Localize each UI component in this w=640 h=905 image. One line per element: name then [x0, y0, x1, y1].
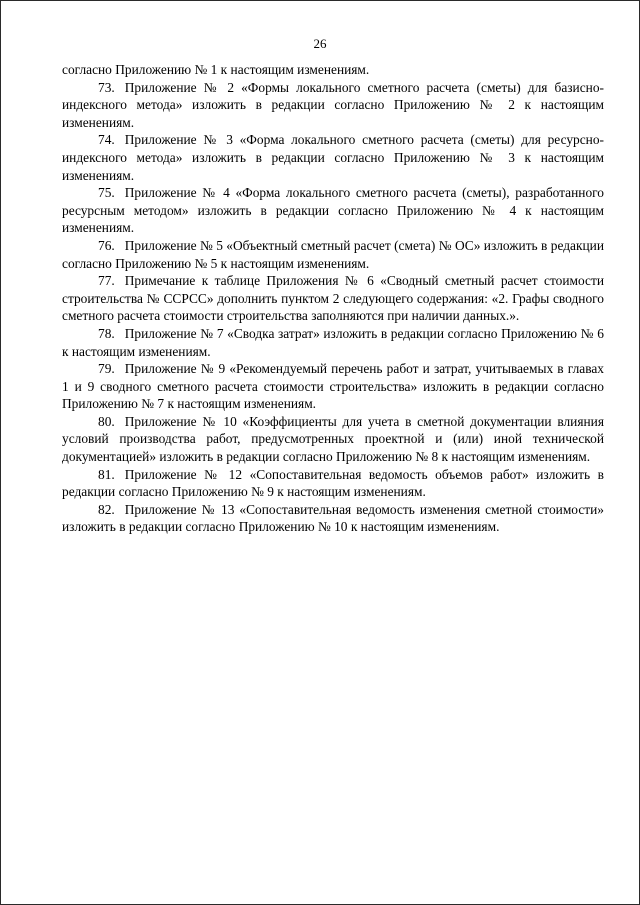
- paragraph-number: 76.: [98, 237, 115, 253]
- paragraph-80: [62, 413, 604, 466]
- paragraph-number: 80.: [98, 413, 115, 429]
- paragraph-text: Приложение № 3 «Форма локального сметного расчета (сметы) для ресурсно-индексного метода» изложить в редакции согласно Приложению № 3 к настоящим изменениям.: [62, 132, 604, 183]
- paragraph-82: [62, 501, 604, 536]
- paragraph-text: Приложение № 9 «Рекомендуемый перечень работ и затрат, учитываемых в главах 1 и 9 сводного сметного расчета стоимости строительства» изложить в редакции согласно Приложению № 7 к настоящим изменениям.: [62, 361, 604, 412]
- paragraph-number: 81.: [98, 466, 115, 482]
- paragraph-number: 78.: [98, 325, 115, 341]
- document-body: [62, 61, 604, 536]
- page-number: 26: [313, 36, 327, 51]
- paragraph-text: Приложение № 10 «Коэффициенты для учета в сметной документации влияния условий производства работ, предусмотренных проектной и (или) иной технической документацией» изложить в редакции согласно Приложению № 8 к настоящим изменениям.: [62, 413, 604, 465]
- paragraph-continuation: [62, 61, 604, 79]
- paragraph-81: [62, 466, 604, 501]
- paragraph-number: 82.: [98, 501, 115, 517]
- paragraph-number: 79.: [98, 361, 115, 377]
- paragraph-76: [62, 237, 604, 272]
- paragraph-75: [62, 184, 604, 237]
- paragraph-text: Приложение № 12 «Сопоставительная ведомость объемов работ» изложить в редакции согласно Приложению № 9 к настоящим изменениям.: [62, 466, 604, 500]
- paragraph-number: 77.: [98, 273, 115, 289]
- paragraph-73: [62, 79, 604, 132]
- paragraph-78: [62, 325, 604, 360]
- paragraph-text: Приложение № 4 «Форма локального сметного расчета (сметы), разработанного ресурсным методом» изложить в редакции согласно Приложению № 4 к настоящим изменениям.: [62, 185, 604, 236]
- paragraph-79: [62, 360, 604, 413]
- paragraph-text: Приложение № 7 «Сводка затрат» изложить в редакции согласно Приложению № 6 к настоящим изменениям.: [62, 325, 604, 359]
- paragraph-text: Приложение № 5 «Объектный сметный расчет (смета) № ОС» изложить в редакции согласно Приложению № 5 к настоящим изменениям.: [62, 237, 604, 271]
- paragraph-number: 73.: [98, 79, 115, 95]
- paragraph-number: 74.: [98, 132, 115, 148]
- paragraph-text: Приложение № 13 «Сопоставительная ведомость изменения сметной стоимости» изложить в редакции согласно Приложению № 10 к настоящим изменениям.: [62, 501, 604, 535]
- paragraph-74: [62, 131, 604, 184]
- paragraph-77: [62, 272, 604, 325]
- paragraph-text: согласно Приложению № 1 к настоящим изменениям.: [62, 62, 370, 77]
- paragraph-number: 75.: [98, 185, 115, 201]
- paragraph-text: Примечание к таблице Приложения № 6 «Сводный сметный расчет стоимости строительства № ССРСС» дополнить пунктом 2 следующего содержания: «2. Графы сводного сметного расчета стоимости строительства заполняются при наличии данных.».: [62, 273, 604, 324]
- paragraph-text: Приложение № 2 «Формы локального сметного расчета (сметы) для базисно-индексного метода» изложить в редакции согласно Приложению № 2 к настоящим изменениям.: [62, 79, 604, 130]
